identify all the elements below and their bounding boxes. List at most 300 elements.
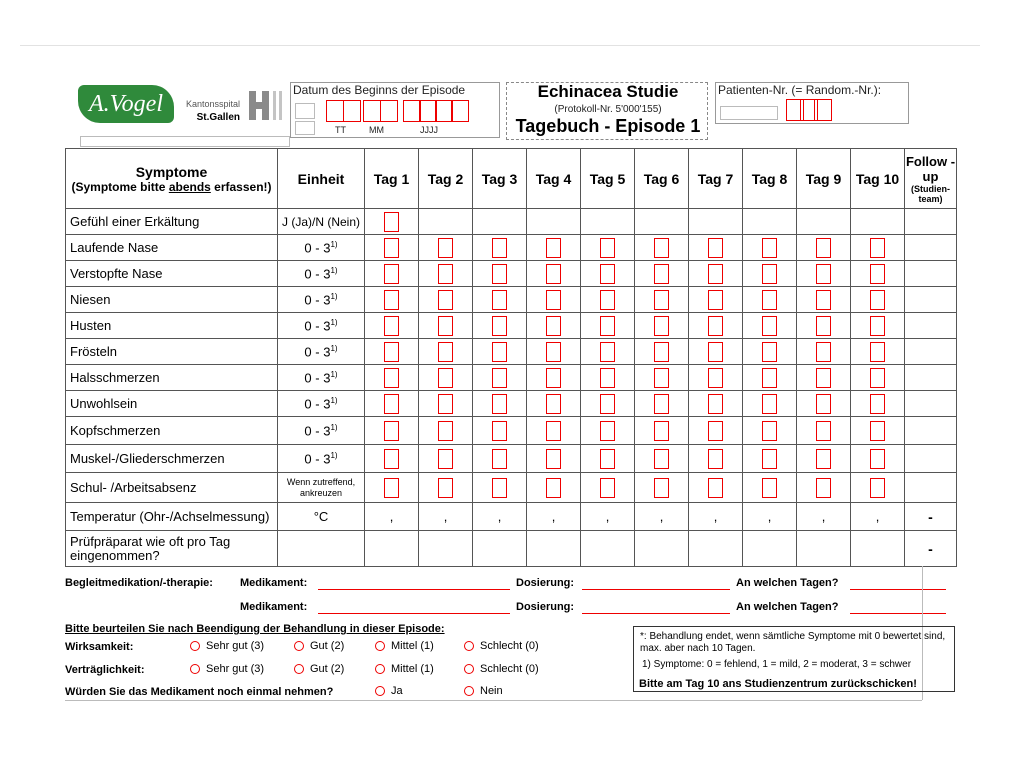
vertraeglichkeit-radio-sehr-gut[interactable] [190,664,200,674]
temperature-decimal-comma: , [497,509,502,524]
unit-scale-footnote: 1) [330,291,338,301]
day-cell [851,261,905,287]
day-cell [743,313,797,339]
wirksamkeit-radio-schlecht[interactable] [464,641,474,651]
day-entry-box[interactable] [384,478,399,498]
day-entry-box[interactable] [762,478,777,498]
symptome-note-a: (Symptome bitte [71,179,169,194]
wirksamkeit-label: Wirksamkeit: [65,641,134,653]
date-sub-jjjj: JJJJ [420,125,438,135]
followup-cell [905,339,957,365]
day-cell [581,261,635,287]
day-cell [419,209,473,235]
symptom-name: Husten [66,313,278,339]
followup-cell [905,235,957,261]
day-cell [743,445,797,473]
day-cell [365,235,419,261]
day-entry-box[interactable] [816,368,831,388]
tagen-input-2[interactable] [850,613,946,614]
followup-cell [905,391,957,417]
day-cell [689,445,743,473]
tagen-input-1[interactable] [850,589,946,590]
day-entry-box[interactable] [384,264,399,284]
again-radio-ja[interactable] [375,686,385,696]
day-cell [527,261,581,287]
table-row [66,235,957,261]
symptom-name: Niesen [66,287,278,313]
col-header-symptome [66,149,278,209]
unit-scale: 0 - 3 [304,292,331,308]
temperature-decimal-comma: , [659,509,664,524]
day-entry-box[interactable] [762,421,777,441]
day-entry-box[interactable] [600,478,615,498]
day-cell [635,209,689,235]
day-entry-box[interactable] [708,238,723,258]
day-cell [689,503,743,531]
patient-digit-3[interactable] [814,99,832,121]
day-entry-box[interactable] [438,290,453,310]
day-entry-box[interactable] [870,478,885,498]
day-cell [743,339,797,365]
date-year-digit-4[interactable] [451,100,469,122]
day-entry-box[interactable] [762,290,777,310]
day-entry-box[interactable] [708,316,723,336]
medikament-label-2: Medikament: [240,601,308,613]
day-cell [797,445,851,473]
day-cell [797,473,851,503]
day-entry-box[interactable] [762,449,777,469]
col-header-tag-4: Tag 4 [527,149,581,209]
symptom-name: Muskel-/Gliederschmerzen [66,445,278,473]
wirksamkeit-radio-sehr-gut[interactable] [190,641,200,651]
day-cell [473,391,527,417]
day-entry-box[interactable] [708,264,723,284]
symptom-unit [278,365,365,391]
followup-cell [905,209,957,235]
day-entry-box[interactable] [438,238,453,258]
day-cell [743,503,797,531]
symptom-unit [278,445,365,473]
day-entry-box[interactable] [546,478,561,498]
day-cell [419,313,473,339]
day-entry-box[interactable] [654,478,669,498]
day-entry-box[interactable] [438,449,453,469]
day-cell [473,339,527,365]
followup-cell [905,261,957,287]
symptom-name: Halsschmerzen [66,365,278,391]
day-entry-box[interactable] [492,394,507,414]
day-cell [419,503,473,531]
day-entry-box[interactable] [870,342,885,362]
day-cell [527,473,581,503]
day-cell [635,445,689,473]
day-entry-box[interactable] [384,368,399,388]
day-entry-box[interactable] [438,421,453,441]
day-entry-box[interactable] [708,368,723,388]
day-entry-box[interactable] [438,316,453,336]
day-entry-box[interactable] [438,264,453,284]
symptom-unit [278,313,365,339]
day-entry-box[interactable] [600,264,615,284]
day-entry-box[interactable] [492,316,507,336]
unit-scale-footnote: 1) [330,239,338,249]
day-entry-box[interactable] [384,421,399,441]
dosierung-input-2[interactable] [582,613,730,614]
day-cell [689,339,743,365]
notes-box [633,626,955,692]
temperature-decimal-comma: , [713,509,718,524]
day-cell [473,313,527,339]
day-entry-box[interactable] [816,290,831,310]
day-cell [851,503,905,531]
day-entry-box[interactable] [816,394,831,414]
day-entry-box[interactable] [762,316,777,336]
symptom-unit [278,417,365,445]
day-cell [851,391,905,417]
day-cell [797,365,851,391]
day-entry-box[interactable] [816,449,831,469]
day-entry-box[interactable] [708,394,723,414]
day-entry-box[interactable] [384,316,399,336]
unit-scale-footnote: 1) [330,450,338,460]
day-entry-box[interactable] [870,368,885,388]
day-cell [365,339,419,365]
day-entry-box[interactable] [870,394,885,414]
day-cell [743,531,797,567]
col-header-tag-5: Tag 5 [581,149,635,209]
day-entry-box[interactable] [654,394,669,414]
day-entry-box[interactable] [654,264,669,284]
day-cell [851,417,905,445]
day-entry-box[interactable] [600,238,615,258]
hospital-line2: St.Gallen [196,112,240,123]
day-cell [851,235,905,261]
table-row [66,313,957,339]
symptom-name: Temperatur (Ohr-/Achselmessung) [66,503,278,531]
datum-label: Datum des Beginns der Episode [293,83,466,97]
note-treatment-end: *: Behandlung endet, wenn sämtliche Symptome mit 0 bewertet sind, max. aber nach 10 Tagen. [640,631,946,654]
symptom-unit [278,391,365,417]
day-entry-box[interactable] [546,342,561,362]
day-cell [527,313,581,339]
day-cell [473,473,527,503]
day-cell [527,417,581,445]
day-entry-box[interactable] [384,238,399,258]
dosierung-input-1[interactable] [582,589,730,590]
day-cell [689,473,743,503]
day-cell [365,313,419,339]
unit-scale: 0 - 3 [304,370,331,386]
day-entry-box[interactable] [600,421,615,441]
day-entry-box[interactable] [816,342,831,362]
unit-scale: 0 - 3 [304,318,331,334]
medikament-input-1[interactable] [318,589,510,590]
day-cell [635,417,689,445]
temperature-decimal-comma: , [389,509,394,524]
day-cell [365,391,419,417]
day-cell [635,365,689,391]
day-cell [473,445,527,473]
day-cell [635,531,689,567]
day-entry-box[interactable] [654,342,669,362]
followup-cell [905,417,957,445]
day-cell [797,417,851,445]
day-entry-box[interactable] [654,316,669,336]
day-entry-box[interactable] [870,290,885,310]
day-cell [851,287,905,313]
day-entry-box[interactable] [762,264,777,284]
symptom-unit: °C [278,503,365,531]
temperature-decimal-comma: , [821,509,826,524]
day-cell [365,531,419,567]
day-cell [473,531,527,567]
day-cell [581,445,635,473]
date-day-digit-1[interactable] [326,100,344,122]
assess-heading: Bitte beurteilen Sie nach Beendigung der Behandlung in dieser Episode: [65,623,445,635]
followup-cell [905,531,957,567]
day-entry-box[interactable] [492,342,507,362]
day-cell [851,209,905,235]
wirksamkeit-radio-gut[interactable] [294,641,304,651]
day-cell [527,391,581,417]
day-entry-box[interactable] [816,264,831,284]
day-entry-box[interactable] [654,368,669,388]
temperature-decimal-comma: , [443,509,448,524]
table-row [66,209,957,235]
day-entry-box[interactable] [816,316,831,336]
day-cell [419,235,473,261]
day-entry-box[interactable] [492,449,507,469]
day-cell [527,209,581,235]
followup-note: (Studien-team) [911,183,950,204]
symptom-name: Schul- /Arbeitsabsenz [66,473,278,503]
protocol-number: (Protokoll-Nr. 5'000'155) [554,104,662,115]
day-cell [473,261,527,287]
followup-dash: - [928,540,933,557]
day-cell [581,417,635,445]
day-entry-box[interactable] [546,368,561,388]
day-cell [851,339,905,365]
unit-scale-footnote: 1) [330,422,338,432]
day-entry-box[interactable] [492,264,507,284]
table-row [66,391,957,417]
diary-title: Tagebuch - Episode 1 [515,116,701,136]
begleit-label: Begleitmedikation/-therapie: [65,577,213,589]
col-header-tag-1: Tag 1 [365,149,419,209]
day-entry-box[interactable] [708,290,723,310]
followup-cell [905,313,957,339]
day-entry-box[interactable] [816,238,831,258]
medikament-input-2[interactable] [318,613,510,614]
day-cell [419,261,473,287]
day-entry-box[interactable] [384,449,399,469]
day-entry-box[interactable] [492,368,507,388]
day-cell [365,503,419,531]
day-entry-box[interactable] [438,394,453,414]
day-cell [797,287,851,313]
day-entry-box[interactable] [492,478,507,498]
col-header-tag-2: Tag 2 [419,149,473,209]
day-entry-box[interactable] [546,449,561,469]
date-day-digit-2[interactable] [343,100,361,122]
again-opt-ja: Ja [391,685,403,697]
day-cell [365,473,419,503]
day-entry-box[interactable] [600,449,615,469]
day-entry-box[interactable] [654,290,669,310]
day-cell [689,261,743,287]
tagen-label-1: An welchen Tagen? [736,577,839,589]
again-radio-nein[interactable] [464,686,474,696]
vertraeglichkeit-label: Verträglichkeit: [65,664,145,676]
hospital-line1: Kantonsspital [185,99,240,109]
wirksamkeit-opt-schlecht: Schlecht (0) [480,640,539,652]
day-entry-box[interactable] [654,238,669,258]
day-cell [365,417,419,445]
dosierung-label-1: Dosierung: [516,577,575,589]
day-entry-box[interactable] [546,290,561,310]
day-entry-box[interactable] [600,316,615,336]
wirksamkeit-radio-mittel[interactable] [375,641,385,651]
note-symptom-scale: 1) Symptome: 0 = fehlend, 1 = mild, 2 = moderat, 3 = schwer [642,659,912,670]
followup-cell [905,473,957,503]
note-return: Bitte am Tag 10 ans Studienzentrum zurückschicken! [639,678,917,690]
symptome-note-b: erfassen!) [210,179,272,194]
vertraeglichkeit-radio-mittel[interactable] [375,664,385,674]
day-entry-box[interactable] [870,316,885,336]
day-entry-box[interactable] [492,290,507,310]
day-cell [473,503,527,531]
day-cell [419,531,473,567]
temperature-decimal-comma: , [767,509,772,524]
day-entry-box[interactable] [762,342,777,362]
day-entry-box[interactable] [384,212,399,232]
day-cell [527,287,581,313]
day-cell [743,261,797,287]
day-entry-box[interactable] [762,368,777,388]
day-entry-box[interactable] [600,368,615,388]
day-cell [743,287,797,313]
day-entry-box[interactable] [762,394,777,414]
symptom-diary-table [65,148,957,567]
day-cell [527,445,581,473]
day-cell [419,391,473,417]
day-cell [581,339,635,365]
symptom-unit [278,261,365,287]
temperature-decimal-comma: , [551,509,556,524]
day-entry-box[interactable] [708,342,723,362]
unit-scale-footnote: 1) [330,317,338,327]
day-entry-box[interactable] [546,316,561,336]
unit-scale-footnote: 1) [330,395,338,405]
avogel-logo: A.Vogel [78,85,174,123]
symptom-unit [278,531,365,567]
day-entry-box[interactable] [600,290,615,310]
day-cell [797,235,851,261]
day-entry-box[interactable] [492,421,507,441]
footer-bottom-guide [65,700,922,701]
top-divider [20,45,980,46]
day-entry-box[interactable] [384,342,399,362]
day-cell [635,473,689,503]
day-entry-box[interactable] [870,421,885,441]
symptom-name: Gefühl einer Erkältung [66,209,278,235]
unit-scale: 0 - 3 [304,344,331,360]
day-cell [635,503,689,531]
symptom-unit [278,235,365,261]
day-entry-box[interactable] [438,368,453,388]
table-row [66,473,957,503]
wirksamkeit-opt-sehr-gut: Sehr gut (3) [206,640,265,652]
day-entry-box[interactable] [870,449,885,469]
day-entry-box[interactable] [546,238,561,258]
day-entry-box[interactable] [708,421,723,441]
day-entry-box[interactable] [600,394,615,414]
followup-cell [905,287,957,313]
day-cell [419,445,473,473]
day-entry-box[interactable] [384,394,399,414]
col-header-tag-8: Tag 8 [743,149,797,209]
table-row [66,339,957,365]
day-entry-box[interactable] [438,478,453,498]
day-cell [581,313,635,339]
day-entry-box[interactable] [870,238,885,258]
day-entry-box[interactable] [816,421,831,441]
day-cell [797,209,851,235]
day-cell [419,417,473,445]
day-cell [419,287,473,313]
followup-title: Follow - up [905,153,956,184]
day-cell [527,339,581,365]
unit-scale: 0 - 3 [304,451,331,467]
date-month-digit-1[interactable] [363,100,381,122]
day-entry-box[interactable] [600,342,615,362]
day-entry-box[interactable] [546,264,561,284]
day-cell [581,209,635,235]
day-entry-box[interactable] [546,394,561,414]
day-cell [743,235,797,261]
vertraeglichkeit-radio-schlecht[interactable] [464,664,474,674]
day-entry-box[interactable] [654,421,669,441]
day-entry-box[interactable] [708,478,723,498]
followup-cell [905,365,957,391]
day-entry-box[interactable] [708,449,723,469]
day-entry-box[interactable] [870,264,885,284]
day-entry-box[interactable] [492,238,507,258]
followup-cell [905,445,957,473]
day-cell [689,365,743,391]
temperature-decimal-comma: , [875,509,880,524]
table-row [66,417,957,445]
day-entry-box[interactable] [384,290,399,310]
vertraeglichkeit-opt-gut: Gut (2) [310,663,345,675]
day-entry-box[interactable] [816,478,831,498]
medikament-label-1: Medikament: [240,577,308,589]
day-entry-box[interactable] [546,421,561,441]
vertraeglichkeit-opt-schlecht: Schlecht (0) [480,663,539,675]
day-entry-box[interactable] [654,449,669,469]
day-cell [851,365,905,391]
day-cell [581,287,635,313]
day-cell [581,365,635,391]
day-cell [797,531,851,567]
day-entry-box[interactable] [438,342,453,362]
date-month-digit-2[interactable] [380,100,398,122]
day-cell [365,287,419,313]
vertraeglichkeit-radio-gut[interactable] [294,664,304,674]
symptom-unit: J (Ja)/N (Nein) [278,209,365,235]
day-entry-box[interactable] [762,238,777,258]
hospital-logo-icon [248,88,284,122]
